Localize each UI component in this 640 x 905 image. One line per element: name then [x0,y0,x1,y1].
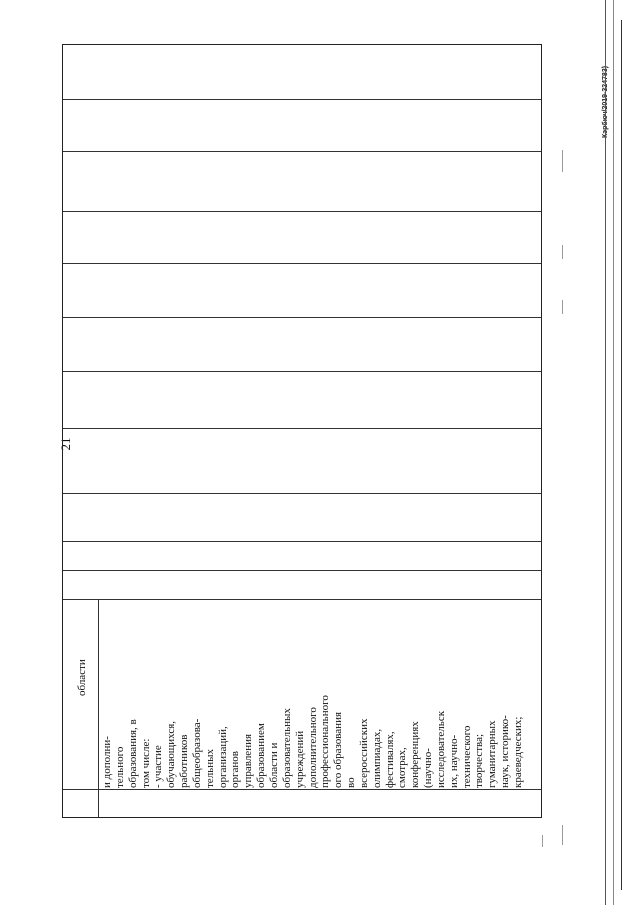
first-column-line: и дополни- [101,736,113,788]
first-column-line: том числе: [139,738,152,788]
first-column-line: дополнительного [306,707,319,788]
first-column-line: всероссийских [357,718,370,788]
row-divider [63,599,541,600]
first-column-line: образования, в [126,719,139,788]
first-column-line: их, научно- [447,734,460,788]
first-column-line: краеведческих; [512,716,524,788]
first-column-line: образованием [255,723,268,788]
first-column-line: смотрах, [396,747,409,788]
first-column-line: олимпиадах, [370,728,383,788]
scan-mark [562,825,563,845]
scan-mark [562,300,563,314]
header-cell-text: области [76,659,88,696]
page-edge-line [605,0,606,905]
row-divider [63,493,541,494]
first-column-line: исследовательск [434,710,447,788]
row-divider [63,371,541,372]
first-column-line: фестивалях, [383,731,396,788]
first-column-line: тельного [113,746,126,788]
first-column-line: работников [178,734,191,788]
row-divider [63,263,541,264]
page-number: 21 [58,437,73,451]
page-edge-line [613,0,614,905]
first-column-line: органов [229,751,242,788]
first-column-line: общеобразова- [190,718,203,788]
first-column-line: - участие [152,745,165,788]
row-divider [63,99,541,100]
row-divider [63,789,541,790]
row-divider [63,428,541,429]
column-divider [98,599,99,817]
first-column-line: тельных [203,749,216,788]
first-column-line: наук, историко- [499,715,512,788]
scan-mark [542,835,543,847]
first-column-line: конференциях [409,721,422,788]
scan-mark [562,150,563,172]
first-column-line: гуманитарных [486,720,499,788]
first-column-line: ого образования [332,711,345,788]
first-column-line: управления [242,733,255,788]
first-column-line: творчества; [473,733,486,788]
first-column-line: учреждений [293,730,306,788]
first-column-line: (научно- [422,748,435,788]
page-edge-line [621,20,622,890]
first-column-line: технического [460,725,473,788]
first-column-line: профессионального [319,695,332,788]
first-column-text [101,695,525,788]
row-divider [63,151,541,152]
first-column-line: обучающихся, [165,720,178,788]
row-divider [63,211,541,212]
first-column-line: организаций, [216,726,229,788]
first-column-line: во [345,777,358,788]
row-divider [63,541,541,542]
row-divider [63,570,541,571]
first-column-line: образовательных [280,708,293,788]
scan-mark [562,245,563,259]
first-column-line: области и [267,742,280,788]
registration-stamp: Кэрбюч/2019-324783) [602,65,609,138]
row-divider [63,317,541,318]
document-table [62,44,542,818]
